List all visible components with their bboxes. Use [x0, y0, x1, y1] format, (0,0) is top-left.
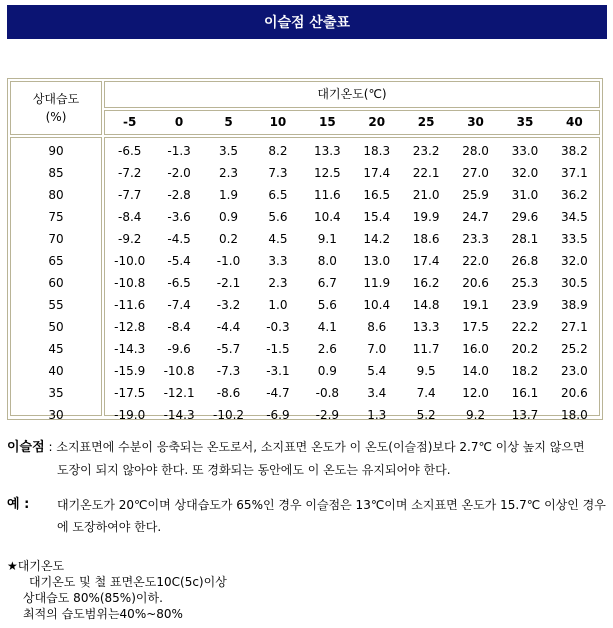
rh-cell: 85 [48, 166, 64, 180]
table-row [105, 294, 599, 316]
dew-point-cell: 3.4 [367, 386, 387, 400]
example-note-label: 예 : [7, 497, 30, 512]
page-title: 이슬점 산출표 [7, 5, 607, 39]
temp-header-cell: 20 [368, 115, 386, 129]
example-note-line2: 에 도장하여야 한다. [57, 520, 162, 534]
dew-point-cell: 25.3 [511, 276, 539, 290]
dew-point-cell: -3.1 [266, 364, 290, 378]
rh-cell: 65 [48, 254, 64, 268]
dew-point-cell: -8.4 [117, 210, 142, 224]
dew-point-cell: -14.3 [114, 342, 146, 356]
dew-point-cell: 32.0 [511, 166, 539, 180]
dew-point-cell: -3.2 [216, 298, 241, 312]
dew-point-cell: 13.7 [511, 408, 539, 422]
rh-cell: 40 [48, 364, 64, 378]
dew-point-cell: 4.1 [317, 320, 337, 334]
dew-point-cell: 29.6 [511, 210, 539, 224]
rh-cell: 80 [48, 188, 64, 202]
dew-point-cell: -1.3 [167, 144, 191, 158]
dew-point-cell: 1.3 [367, 408, 387, 422]
rh-cell: 90 [48, 144, 64, 158]
dew-point-cell: 32.0 [561, 254, 588, 268]
dew-point-cell: 18.0 [561, 408, 588, 422]
dew-point-cell: 18.2 [511, 364, 539, 378]
rh-row [11, 206, 101, 228]
dew-point-note [7, 436, 585, 481]
example-note [7, 494, 606, 538]
dew-point-cell: 33.5 [561, 232, 588, 246]
rh-header-unit: (%) [45, 110, 67, 124]
dew-point-cell: 33.0 [511, 144, 539, 158]
dew-point-cell: -9.2 [117, 232, 142, 246]
temp-header-cell: 30 [467, 115, 484, 129]
dew-point-cell: -4.4 [216, 320, 241, 334]
table-row [105, 316, 599, 338]
dew-point-cell: -12.1 [163, 386, 195, 400]
table-row [105, 184, 599, 206]
dew-point-cell: 19.1 [462, 298, 489, 312]
dew-point-cell: -10.8 [114, 276, 146, 290]
table-row [105, 140, 599, 162]
temp-header-cell: 35 [516, 115, 534, 129]
dew-point-cell: 38.2 [561, 144, 588, 158]
dew-point-cell: -4.5 [167, 232, 191, 246]
dew-point-cell: 5.6 [317, 298, 337, 312]
dew-point-cell: -5.7 [216, 342, 241, 356]
dew-point-cell: -1.5 [266, 342, 290, 356]
dew-point-cell: 7.0 [367, 342, 387, 356]
dew-point-cell: 16.5 [363, 188, 391, 202]
dew-point-cell: 38.9 [561, 298, 588, 312]
dew-point-cell: 28.1 [511, 232, 539, 246]
dew-point-cell: -4.7 [266, 386, 290, 400]
dew-point-cell: 2.6 [317, 342, 337, 356]
dew-point-cell: -2.8 [167, 188, 191, 202]
conditions-block [7, 558, 227, 622]
rh-header [10, 81, 102, 135]
dew-point-note-line1: : 소지표면에 수분이 응축되는 온도로서, 소지표면 온도가 이 온도(이슬점)보다 2.7℃ 이상 높지 않으면 [44, 440, 585, 454]
dew-point-cell: 8.0 [317, 254, 337, 268]
rh-header-label: 상대습도 [32, 92, 80, 106]
dew-point-cell: 13.3 [412, 320, 440, 334]
dew-point-cell: 28.0 [462, 144, 489, 158]
dew-point-cell: 14.2 [363, 232, 391, 246]
dew-point-cell: -2.1 [216, 276, 241, 290]
dew-point-cell: 9.2 [466, 408, 486, 422]
dew-point-cell: 15.4 [363, 210, 391, 224]
dew-point-cell: 5.2 [416, 408, 436, 422]
dew-point-cell: 13.3 [313, 144, 341, 158]
dew-point-cell: 34.5 [561, 210, 588, 224]
dew-point-cell: 11.9 [363, 276, 391, 290]
dew-point-cell: 20.2 [511, 342, 539, 356]
table-row [105, 272, 599, 294]
dew-point-values [104, 137, 600, 422]
dew-point-cell: 0.9 [317, 364, 337, 378]
dew-point-cell: 17.5 [462, 320, 489, 334]
conditions-line2: 상대습도 80%(85%)이하. [23, 591, 163, 605]
dew-point-cell: 13.0 [363, 254, 391, 268]
dew-point-cell: -9.6 [167, 342, 191, 356]
dew-point-cell: -1.0 [216, 254, 241, 268]
rh-cell: 50 [48, 320, 64, 334]
dew-point-cell: 24.7 [462, 210, 489, 224]
dew-point-cell: -5.4 [167, 254, 191, 268]
conditions-heading: ★대기온도 [7, 559, 65, 573]
dew-point-cell: 6.7 [317, 276, 337, 290]
dew-point-cell: 7.4 [416, 386, 436, 400]
dew-point-cell: 1.9 [218, 188, 239, 202]
dew-point-cell: -7.7 [117, 188, 142, 202]
rh-row [11, 184, 101, 206]
dew-point-table [7, 78, 603, 420]
dew-point-cell: -0.8 [315, 386, 340, 400]
dew-point-cell: -8.4 [167, 320, 191, 334]
dew-point-cell: 22.2 [511, 320, 539, 334]
dew-point-cell: -3.6 [167, 210, 191, 224]
dew-point-cell: 9.1 [317, 232, 337, 246]
dew-point-cell: 5.6 [268, 210, 288, 224]
rh-cell: 70 [48, 232, 64, 246]
dew-point-cell: 25.9 [462, 188, 489, 202]
temp-header-cell: 5 [224, 115, 233, 129]
dew-point-cell: -15.9 [114, 364, 146, 378]
dew-point-cell: 20.6 [462, 276, 489, 290]
dew-point-cell: -2.0 [167, 166, 191, 180]
table-row [105, 360, 599, 382]
dew-point-cell: -12.8 [114, 320, 146, 334]
temp-header-cell: -5 [123, 115, 137, 129]
dew-point-cell: 6.5 [268, 188, 288, 202]
rh-row [11, 404, 101, 426]
dew-point-cell: -14.3 [163, 408, 195, 422]
dew-point-cell: -19.0 [114, 408, 146, 422]
dew-point-cell: 25.2 [561, 342, 588, 356]
rh-cell: 35 [48, 386, 64, 400]
dew-point-cell: 16.2 [412, 276, 440, 290]
dew-point-cell: -11.6 [114, 298, 146, 312]
rh-cell: 30 [48, 408, 64, 422]
dew-point-cell: 8.6 [367, 320, 387, 334]
table-row [105, 338, 599, 360]
dew-point-cell: 10.4 [313, 210, 341, 224]
temp-header-cell: 0 [174, 115, 184, 129]
dew-point-cell: 27.0 [462, 166, 489, 180]
dew-point-cell: 5.4 [367, 364, 387, 378]
dew-point-cell: 19.9 [412, 210, 440, 224]
rh-row [11, 162, 101, 184]
dew-point-note-label: 이슬점 [7, 440, 45, 455]
rh-cell: 60 [48, 276, 64, 290]
temp-header-row [104, 110, 600, 135]
table-row [105, 250, 599, 272]
table-row [105, 382, 599, 404]
dew-point-cell: 23.9 [511, 298, 539, 312]
temp-header-cell: 15 [318, 115, 336, 129]
dew-point-cell: -6.5 [167, 276, 191, 290]
table-row [105, 228, 599, 250]
conditions-line1: 대기온도 및 철 표면온도10C(5c)이상 [29, 575, 227, 589]
dew-point-cell: 12.5 [313, 166, 341, 180]
rh-row [11, 338, 101, 360]
temp-header-cell: 10 [269, 115, 287, 129]
dew-point-cell: 11.7 [412, 342, 440, 356]
dew-point-cell: 1.0 [268, 298, 288, 312]
dew-point-cell: 17.4 [363, 166, 391, 180]
dew-point-cell: 0.9 [218, 210, 239, 224]
dew-point-cell: 14.0 [462, 364, 489, 378]
dew-point-cell: 30.5 [561, 276, 588, 290]
dew-point-cell: 8.2 [268, 144, 288, 158]
rh-row [11, 316, 101, 338]
dew-point-note-line2: 도장이 되지 않아야 한다. 또 경화되는 동안에도 이 온도는 유지되어야 한다. [57, 463, 451, 477]
dew-point-cell: 2.3 [268, 276, 288, 290]
dew-point-cell: 12.0 [462, 386, 489, 400]
dew-point-cell: -17.5 [114, 386, 146, 400]
dew-point-cell: 20.6 [561, 386, 588, 400]
dew-point-cell: 36.2 [561, 188, 588, 202]
rh-row [11, 250, 101, 272]
dew-point-cell: 31.0 [511, 188, 539, 202]
dew-point-cell: 7.3 [268, 166, 288, 180]
dew-point-cell: 17.4 [412, 254, 440, 268]
rh-row [11, 294, 101, 316]
dew-point-cell: 10.4 [363, 298, 391, 312]
dew-point-cell: 23.2 [412, 144, 440, 158]
dew-point-cell: -10.2 [212, 408, 245, 422]
dew-point-cell: 22.0 [462, 254, 489, 268]
rh-cell: 45 [48, 342, 64, 356]
temp-header-cell: 40 [566, 115, 583, 129]
rh-row [11, 360, 101, 382]
dew-point-cell: -7.2 [117, 166, 142, 180]
dew-point-cell: 16.0 [462, 342, 489, 356]
rh-row [11, 140, 101, 162]
dew-point-cell: 23.3 [462, 232, 489, 246]
rh-cell: 55 [48, 298, 64, 312]
dew-point-cell: 2.3 [218, 166, 239, 180]
dew-point-cell: -10.0 [114, 254, 146, 268]
dew-point-cell: -7.3 [216, 364, 241, 378]
conditions-line3: 최적의 습도범위는40%~80% [23, 607, 183, 621]
rh-cell: 75 [48, 210, 64, 224]
dew-point-cell: -0.3 [266, 320, 290, 334]
rh-row [11, 228, 101, 250]
dew-point-cell: 37.1 [561, 166, 588, 180]
rh-row [11, 382, 101, 404]
dew-point-cell: 18.6 [412, 232, 440, 246]
dew-point-cell: 3.5 [218, 144, 239, 158]
dew-point-cell: -8.6 [216, 386, 241, 400]
dew-point-cell: 16.1 [511, 386, 539, 400]
example-note-line1: 대기온도가 20℃이며 상대습도가 65%인 경우 이슬점은 13℃이며 소지표면 온도가 15.7℃ 이상인 경우 [57, 498, 606, 512]
dew-point-cell: -10.8 [163, 364, 195, 378]
dew-point-cell: 18.3 [363, 144, 391, 158]
table-row [105, 404, 599, 426]
dew-point-cell: 4.5 [268, 232, 288, 246]
dew-point-cell: -6.5 [117, 144, 142, 158]
dew-point-cell: -2.9 [315, 408, 340, 422]
temp-header: 대기온도(℃) [104, 81, 600, 108]
dew-point-cell: 0.2 [218, 232, 239, 246]
dew-point-cell: 22.1 [412, 166, 440, 180]
dew-point-cell: -7.4 [167, 298, 191, 312]
dew-point-cell: 27.1 [561, 320, 588, 334]
rh-column [10, 137, 102, 422]
dew-point-cell: 11.6 [313, 188, 341, 202]
table-row [105, 162, 599, 184]
dew-point-cell: 3.3 [268, 254, 288, 268]
dew-point-cell: 9.5 [416, 364, 436, 378]
dew-point-cell: 14.8 [412, 298, 440, 312]
table-row [105, 206, 599, 228]
dew-point-cell: 23.0 [561, 364, 588, 378]
temp-header-cell: 25 [417, 115, 435, 129]
dew-point-cell: -6.9 [266, 408, 290, 422]
rh-row [11, 272, 101, 294]
dew-point-cell: 21.0 [412, 188, 440, 202]
dew-point-cell: 26.8 [511, 254, 539, 268]
